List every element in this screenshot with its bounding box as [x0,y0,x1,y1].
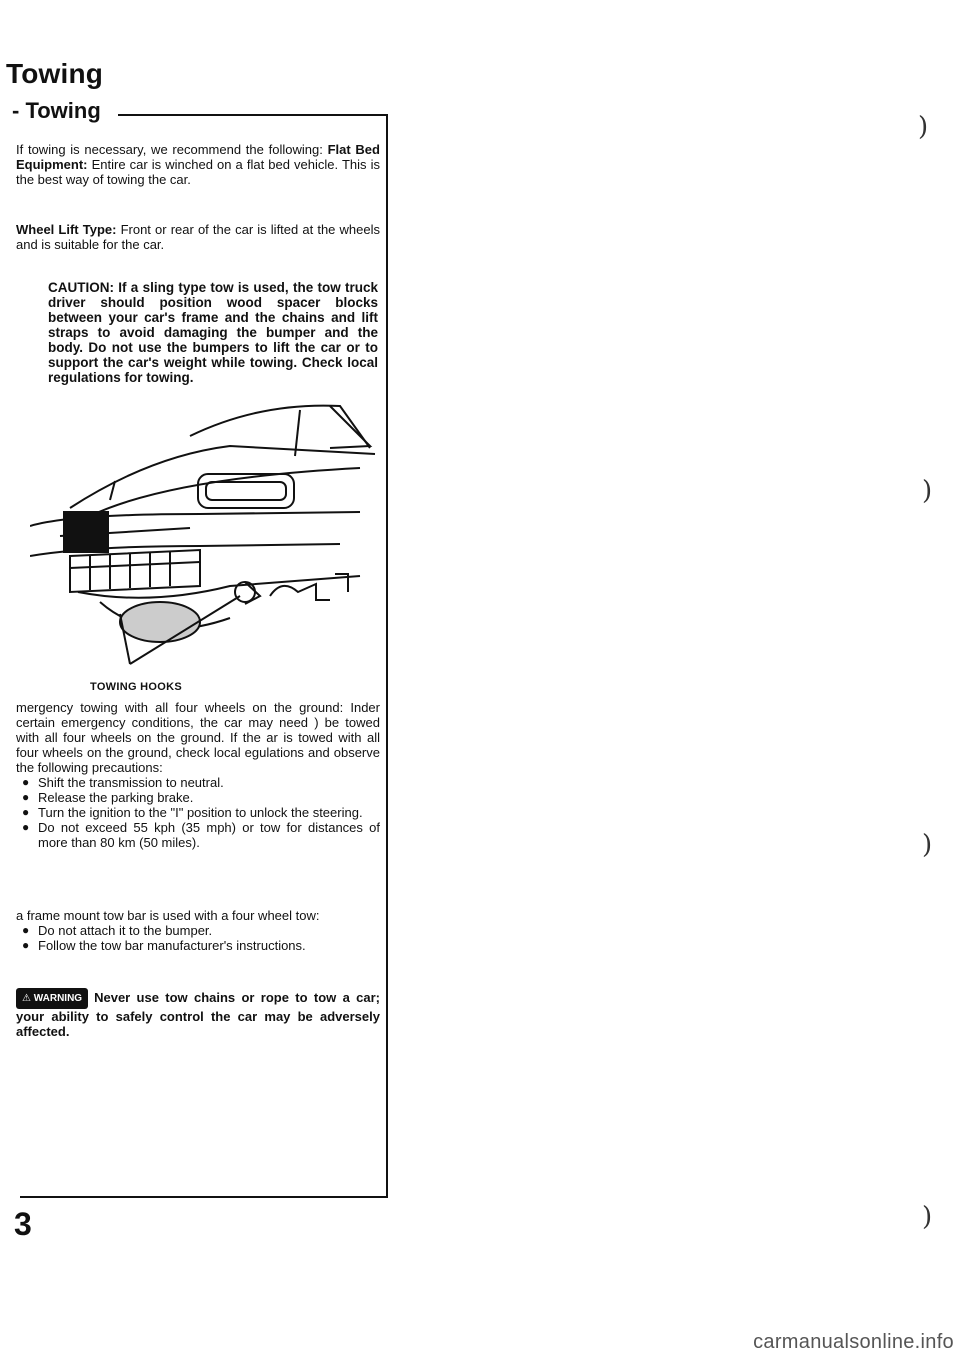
figure-caption: TOWING HOOKS [90,681,183,693]
towbar-lead: a frame mount tow bar is used with a four wheel tow: [16,908,320,923]
list-item [16,938,380,953]
section-subtitle: - Towing [12,98,101,123]
list-item-text: Release the parking brake. [38,790,194,805]
warning-badge-label: WARNING [33,993,83,1004]
list-item-text: Do not exceed 55 kph (35 mph) or tow for distances of more than 80 km (50 miles). [38,820,380,850]
windshield-line [190,406,370,448]
warning-text: Never use tow chains or rope to tow a car; your ability to safely control the car may be adversely affected. [16,989,380,1039]
wheellift-label: Wheel Lift Type: [16,222,117,237]
emergency-lead: mergency towing with all four wheels on the ground: [16,700,344,715]
towbar-list [16,923,380,953]
flatbed-paragraph [16,142,380,187]
page-number: 3 [14,1206,32,1242]
bullet-icon: ● [22,938,30,952]
flatbed-label: Flat Bed Equipment: [16,142,380,172]
headlight-shape [198,474,294,508]
emergency-precautions-list [16,775,380,850]
flatbed-text: Entire car is winched on a flat bed vehicle. This is the best way of towing the car. [16,157,381,187]
tow-hook-right [270,584,330,600]
bullet-icon: ● [22,820,30,834]
list-item-text: Turn the ignition to the "I" position to unlock the steering. [38,805,363,820]
list-item [16,805,380,820]
wheellift-text: Front or rear of the car is lifted at the wheels and is suitable for the car. [16,222,380,252]
wheellift-paragraph [16,222,380,252]
list-item-text: Follow the tow bar manufacturer's instructions. [38,938,306,953]
bullet-icon: ● [22,805,30,819]
list-item [16,790,380,805]
list-item [16,923,380,938]
scan-mark-icon: ) [922,1202,933,1232]
caution-block [48,266,378,398]
bullet-icon: ● [22,775,30,789]
scan-mark-icon: ) [922,830,933,860]
footer-rule [20,1196,388,1198]
license-plate-area [64,512,108,552]
flatbed-lead: If towing is necessary, we recommend the following: [16,142,323,157]
list-item [16,820,380,850]
header-rule [118,114,388,116]
watermark: carmanualsonline.info [753,1331,954,1353]
column-divider [386,116,388,1198]
car-front-towing-hooks-illustration [30,396,380,678]
caution-text: CAUTION: If a sling type tow is used, the tow truck driver should position wood spacer blocks between your car's frame and the chains and lift straps to avoid damaging the bumper and the body. Do not use the bumpers to lift the car or to support the car's weight while towing. Check local regulations for towing. [48,279,378,385]
list-item-text: Do not attach it to the bumper. [38,923,213,938]
bullet-icon: ● [22,923,30,937]
towbar-section [16,908,380,953]
emergency-text: Inder certain emergency conditions, the car may need ) be towed with all four wheels on the ground. If the ar is towed with all four wheels on the ground, check local egulations and observe the following precautions: [16,700,380,775]
warning-badge [16,988,88,1009]
page-title: Towing [6,58,104,89]
warning-section [16,988,380,1039]
emergency-section [16,700,380,850]
scan-mark-icon: ) [918,112,929,142]
list-item-text: Shift the transmission to neutral. [38,775,224,790]
hood-line [70,446,375,508]
scan-mark-icon: ) [922,476,933,506]
warning-icon: ⚠ [22,993,31,1004]
bullet-icon: ● [22,790,30,804]
list-item [16,775,380,790]
